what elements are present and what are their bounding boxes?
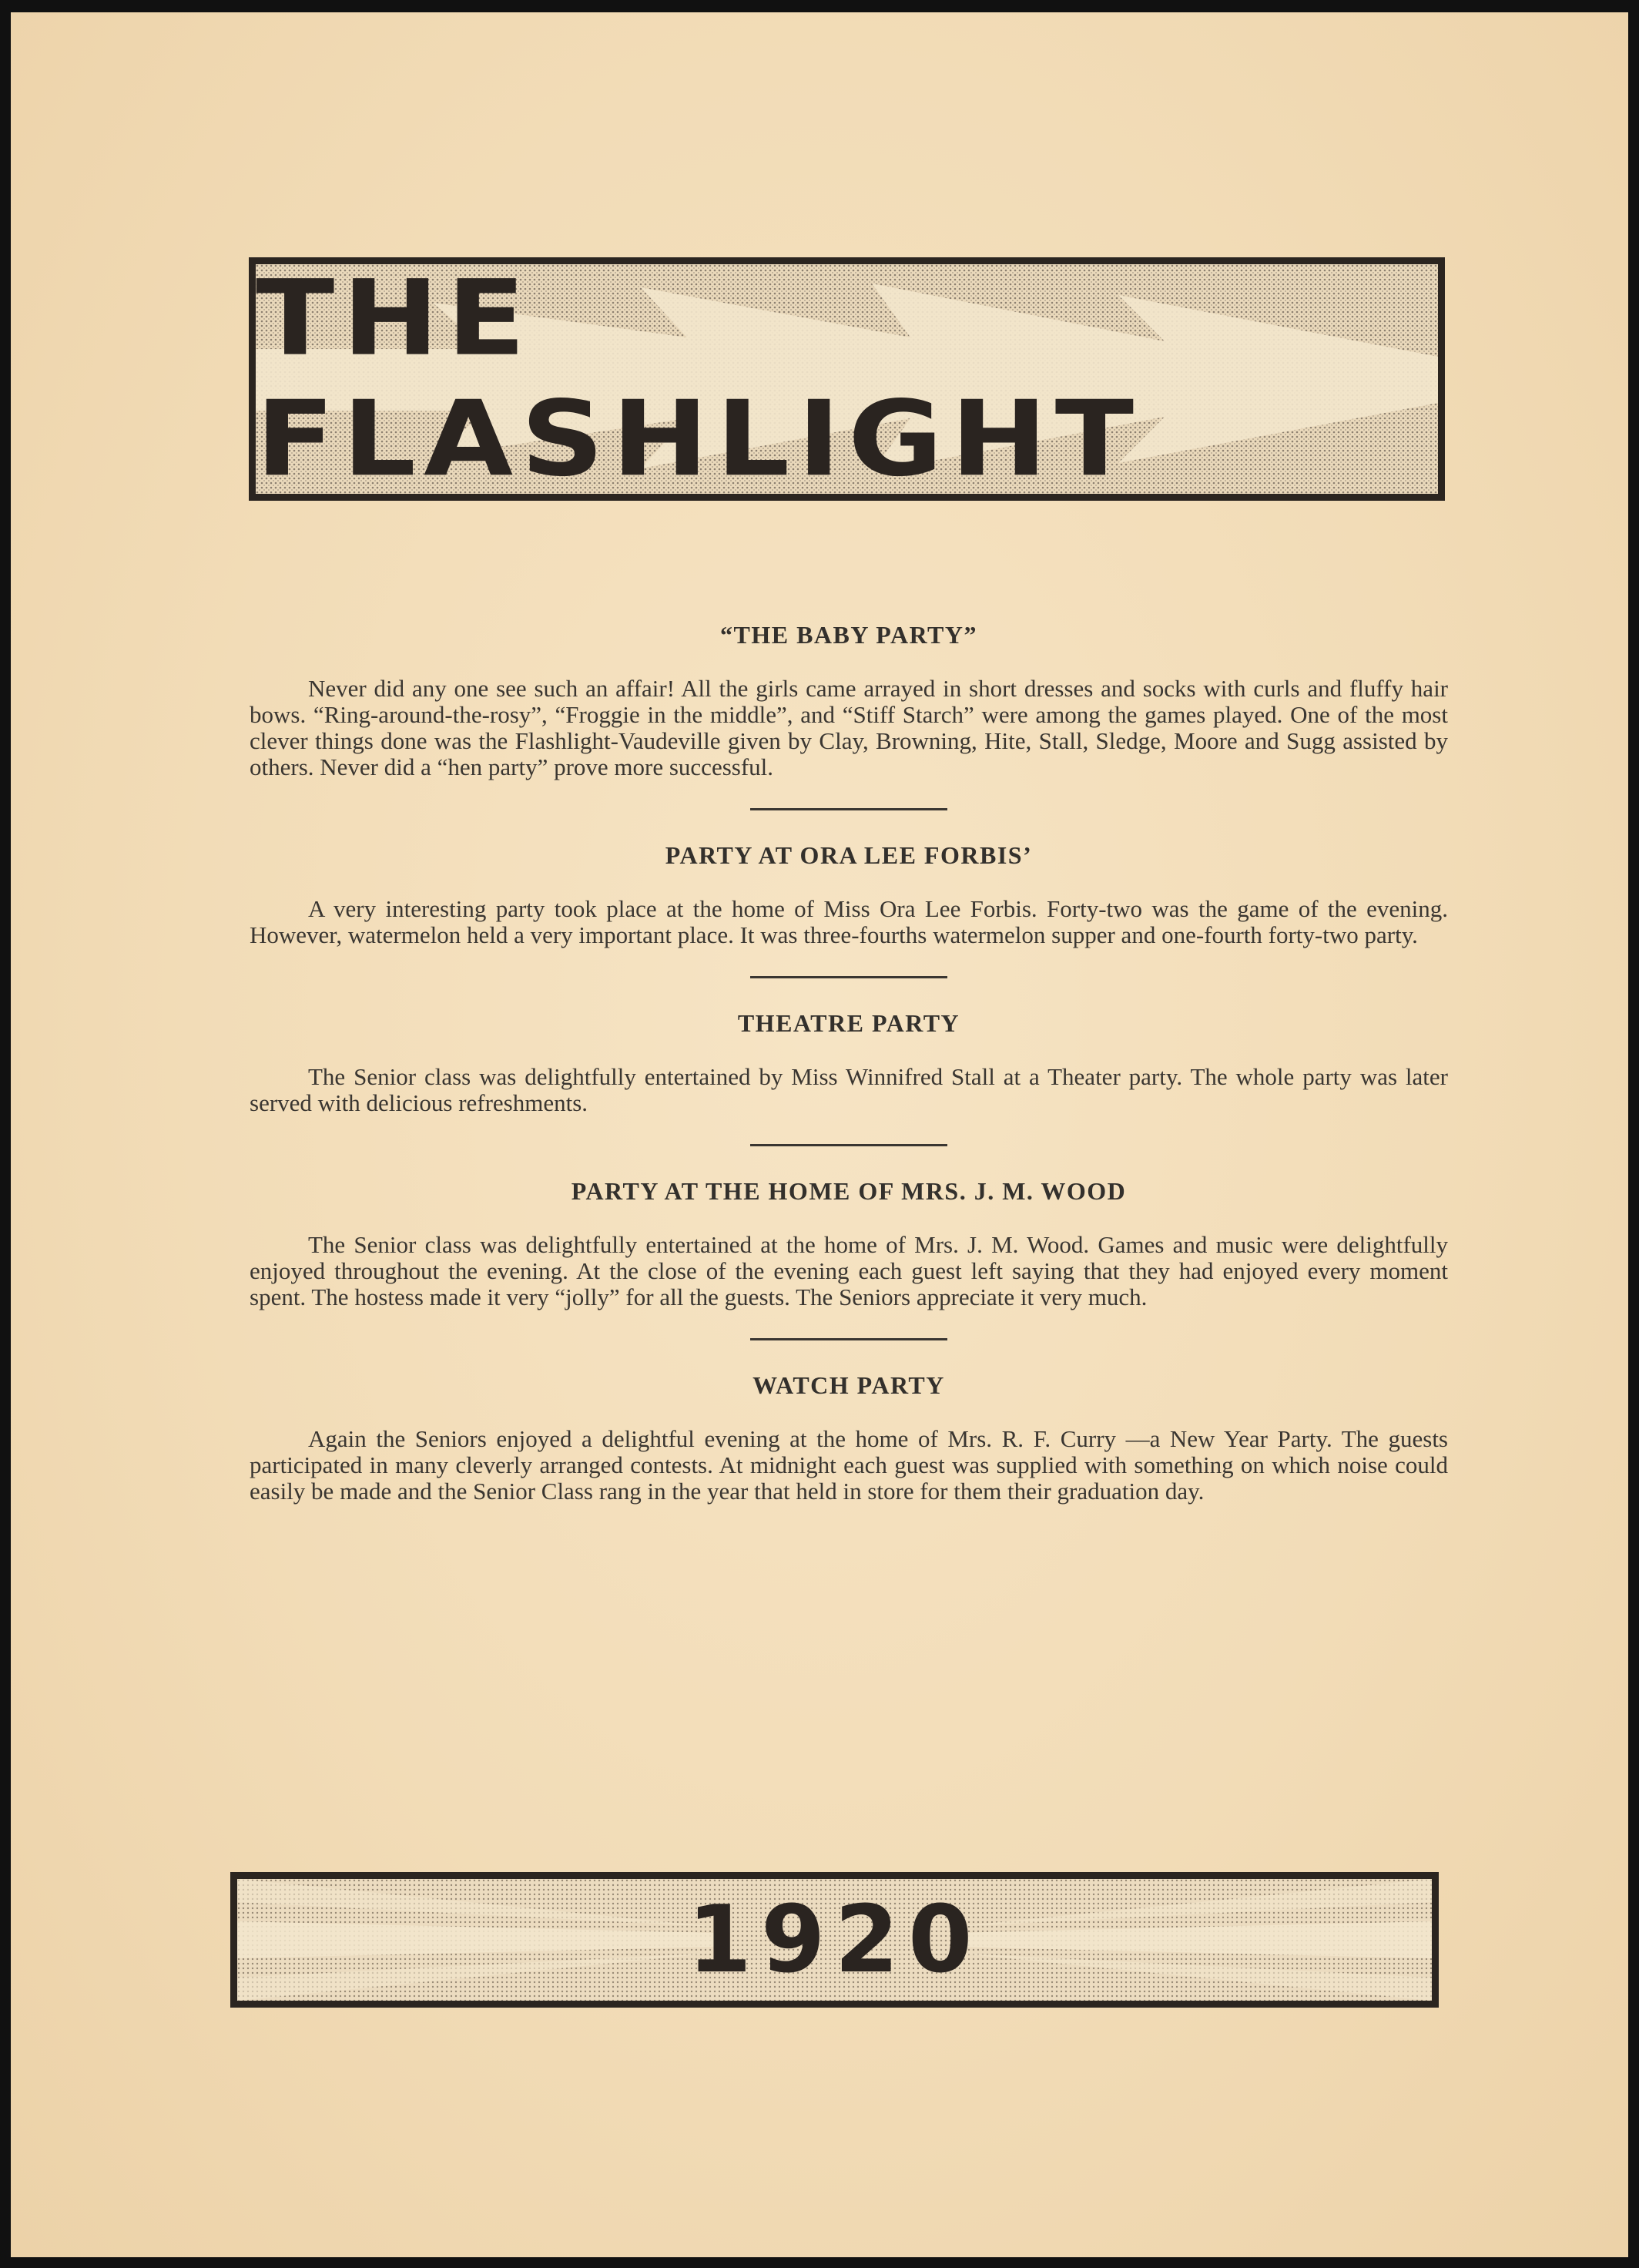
article-body: The Senior class was delightfully entertained at the home of Mrs. J. M. Wood. Games and music were delightfully enjoyed throughout the evening. At the close of the evening each guest left saying that they had enjoyed every moment spent. The hostess made it very “jolly” for all the guests. The Seniors appreciate it very much.: [250, 1231, 1448, 1310]
article-forbis-party: [250, 841, 1448, 948]
article-watch-party: [250, 1371, 1448, 1505]
year-banner: [230, 1872, 1439, 2008]
article-heading: PARTY AT THE HOME OF MRS. J. M. WOOD: [571, 1177, 1127, 1205]
yearbook-year: 1920: [687, 1886, 982, 1994]
article-theatre-party: [250, 1009, 1448, 1116]
article-body: Again the Seniors enjoyed a delightful evening at the home of Mrs. R. F. Curry —a New Year Party. The guests participated in many cleverly arranged contests. At midnight each guest was supplied with something on which noise could easily be made and the Senior Class rang in the year that held in store for them their graduation day.: [250, 1425, 1448, 1505]
article-body: A very interesting party took place at the home of Miss Ora Lee Forbis. Forty-two was the game of the evening. However, watermelon held a very important place. It was three-fourths watermelon supper and one-fourth forty-two party.: [250, 895, 1448, 948]
section-divider: [750, 1144, 947, 1146]
article-wood-party: [250, 1177, 1448, 1310]
yearbook-page: [11, 12, 1628, 2257]
article-heading: PARTY AT ORA LEE FORBIS’: [665, 841, 1033, 869]
article-list: [250, 621, 1448, 1505]
article-body: The Senior class was delightfully entertained by Miss Winnifred Stall at a Theater party. The whole party was later served with delicious refreshments.: [250, 1063, 1448, 1116]
publication-title: THE FLASHLIGHT: [256, 258, 1142, 500]
article-heading: THEATRE PARTY: [737, 1009, 960, 1037]
section-divider: [750, 1338, 947, 1340]
article-body: Never did any one see such an affair! All the girls came arrayed in short dresses and socks with curls and fluffy hair bows. “Ring-around-the-rosy”, “Froggie in the middle”, and “Stiff Starch” were among the games played. One of the most clever things done was the Flashlight-Vaudeville given by Clay, Browning, Hite, Stall, Sledge, Moore and Sugg assisted by others. Never did a “hen party” prove more successful.: [250, 675, 1448, 780]
section-divider: [750, 976, 947, 978]
article-heading: “THE BABY PARTY”: [719, 621, 977, 649]
article-heading: WATCH PARTY: [752, 1371, 945, 1399]
title-banner: [249, 257, 1445, 501]
article-baby-party: [250, 621, 1448, 780]
section-divider: [750, 808, 947, 810]
